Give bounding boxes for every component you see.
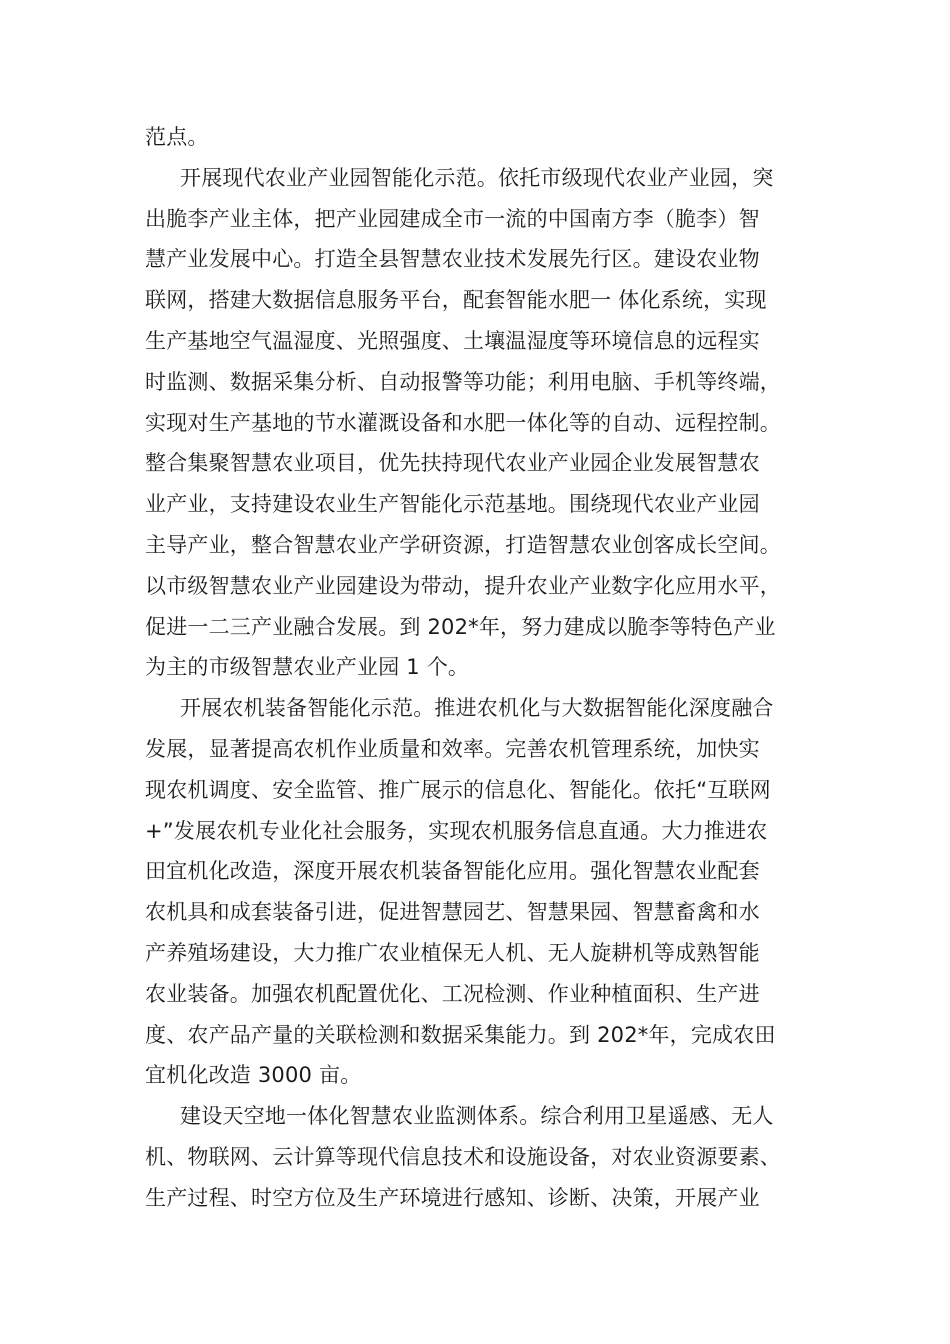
text-line: 实现对生产基地的节水灌溉设备和水肥一体化等的自动、远程控制。: [145, 410, 781, 435]
text-line: 宜机化改造 3000 亩。: [145, 1063, 362, 1088]
text-line: 联网，搭建大数据信息服务平台，配套智能水肥一 体化系统，实现: [145, 288, 767, 313]
text-line: 时监测、数据采集分析、自动报警等功能；利用电脑、手机等终端，: [145, 369, 781, 394]
paragraph-start-line: 建设天空地一体化智慧农业监测体系。综合利用卫星遥感、无人: [180, 1104, 774, 1129]
text-line: 现农机调度、安全监管、推广展示的信息化、智能化。依托“互联网: [145, 777, 771, 802]
text-line: 发展，显著提高农机作业质量和效率。完善农机管理系统，加快实: [145, 736, 760, 761]
text-line: 整合集聚智慧农业项目，优先扶持现代农业产业园企业发展智慧农: [145, 451, 760, 476]
text-line: 出脆李产业主体，把产业园建成全市一流的中国南方李（脆李）智: [145, 206, 760, 231]
text-line: 为主的市级智慧农业产业园 1 个。: [145, 655, 470, 680]
text-line: 农业装备。加强农机配置优化、工况检测、作业种植面积、生产进: [145, 981, 760, 1006]
paragraph-start-line: 开展农机装备智能化示范。推进农机化与大数据智能化深度融合: [180, 696, 774, 721]
document-body: [145, 117, 825, 1219]
text-line: 以市级智慧农业产业园建设为带动，提升农业产业数字化应用水平，: [145, 573, 781, 598]
text-line: 产养殖场建设，大力推广农业植保无人机、无人旋耕机等成熟智能: [145, 940, 760, 965]
text-line: 促进一二三产业融合发展。到 202*年，努力建成以脆李等特色产业: [145, 614, 776, 639]
paragraph-start-line: 开展现代农业产业园智能化示范。依托市级现代农业产业园，突: [180, 165, 774, 190]
text-line: 业产业，支持建设农业生产智能化示范基地。围绕现代农业产业园: [145, 492, 760, 517]
text-line: 生产过程、时空方位及生产环境进行感知、诊断、决策，开展产业: [145, 1185, 760, 1210]
text-line: 农机具和成套装备引进，促进智慧园艺、智慧果园、智慧畜禽和水: [145, 900, 760, 925]
text-line: 度、农产品产量的关联检测和数据采集能力。到 202*年，完成农田: [145, 1022, 776, 1047]
text-line: 主导产业，整合智慧农业产学研资源，打造智慧农业创客成长空间。: [145, 532, 781, 557]
text-line: 机、物联网、云计算等现代信息技术和设施设备，对农业资源要素、: [145, 1144, 781, 1169]
text-line: +”发展农机专业化社会服务，实现农机服务信息直通。大力推进农: [145, 818, 768, 843]
text-line: 范点。: [145, 125, 209, 149]
text-line: 生产基地空气温湿度、光照强度、土壤温湿度等环境信息的远程实: [145, 328, 760, 353]
text-line: 慧产业发展中心。打造全县智慧农业技术发展先行区。建设农业物: [145, 247, 760, 272]
text-line: 田宜机化改造，深度开展农机装备智能化应用。强化智慧农业配套: [145, 859, 760, 884]
